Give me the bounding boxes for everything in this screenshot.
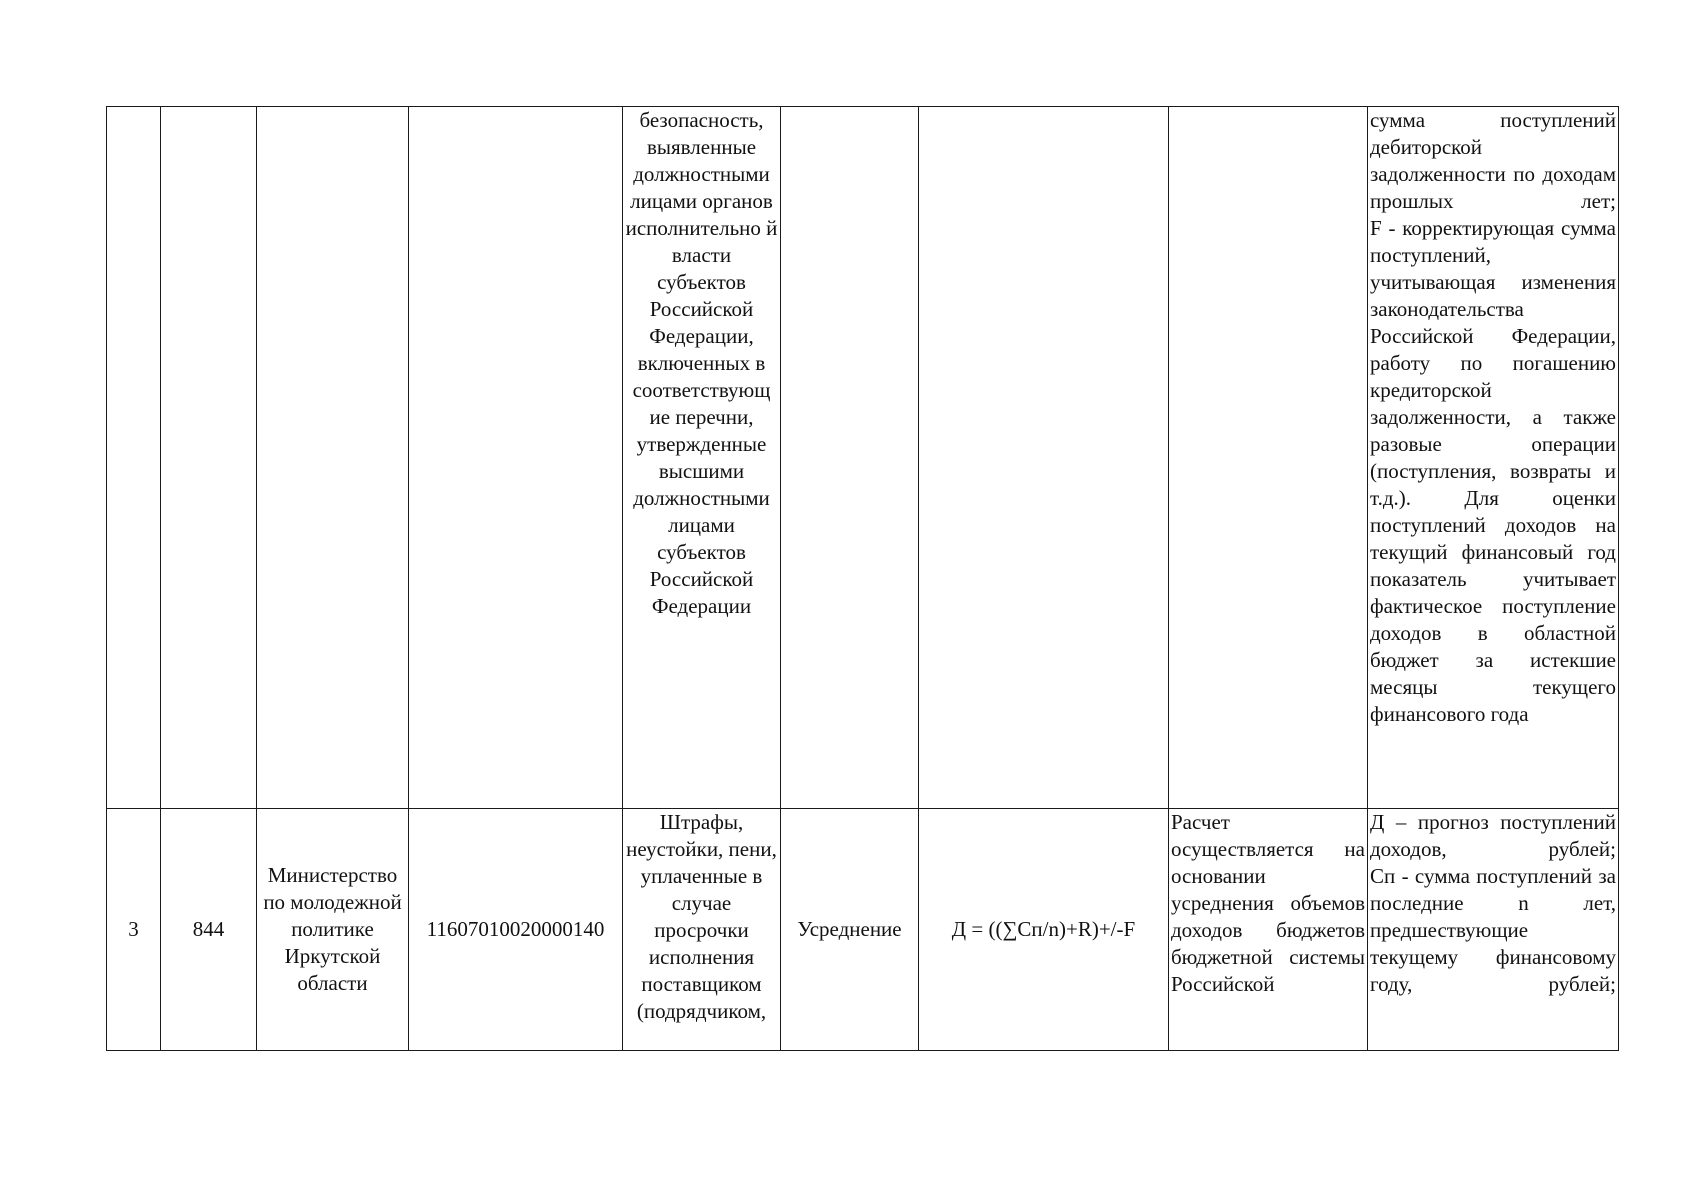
algorithm-cell: Расчет осуществляется на основании усреднения объемов доходов бюджетов бюджетной системы Российской — [1169, 809, 1368, 1051]
method-cell — [781, 107, 919, 809]
row-number-cell: 3 — [107, 809, 161, 1051]
authority-cell: Министерство по молодежной политике Иркутской области — [257, 809, 409, 1051]
kbk-code-cell: 11607010020000140 — [409, 809, 623, 1051]
description-paragraph: сумма поступлений дебиторской задолженности по доходам прошлых лет; — [1370, 108, 1616, 213]
description-paragraph: Сп - сумма поступлений за последние n лет, предшествующие текущему финансовому году, рублей; — [1370, 864, 1616, 996]
admin-code-cell: 844 — [161, 809, 257, 1051]
description-paragraph: F - корректирующая сумма поступлений, учитывающая изменения законодательства Российской Федерации, работу по погашению кредиторской задолженности, а также разовые операции (поступления, возвраты и т.д.). Для оценки поступлений доходов на текущий финансовый год показатель учитывает фактическое поступление доходов в областной бюджет за истекшие месяцы текущего финансового года — [1370, 216, 1616, 726]
row-number-cell — [107, 107, 161, 809]
method-cell: Усреднение — [781, 809, 919, 1051]
description-paragraph: Д – прогноз поступлений доходов, рублей; — [1370, 810, 1616, 861]
authority-cell — [257, 107, 409, 809]
revenue-name-cell: Штрафы, неустойки, пени, уплаченные в случае просрочки исполнения поставщиком (подрядчиком, — [623, 809, 781, 1051]
formula-cell — [919, 107, 1169, 809]
formula-cell: Д = ((∑Сп/n)+R)+/-F — [919, 809, 1169, 1051]
algorithm-cell — [1169, 107, 1368, 809]
description-cell — [1368, 809, 1619, 1051]
table-row — [107, 809, 1619, 1051]
revenue-name-cell: безопасность, выявленные должностными лицами органов исполнительно й власти субъектов Российской Федерации, включенных в соответствующ ие перечни, утвержденные высшими должностными лицами субъектов Российской Федерации — [623, 107, 781, 809]
admin-code-cell — [161, 107, 257, 809]
table-row — [107, 107, 1619, 809]
description-cell — [1368, 107, 1619, 809]
kbk-code-cell — [409, 107, 623, 809]
revenue-forecast-table — [106, 106, 1619, 1051]
